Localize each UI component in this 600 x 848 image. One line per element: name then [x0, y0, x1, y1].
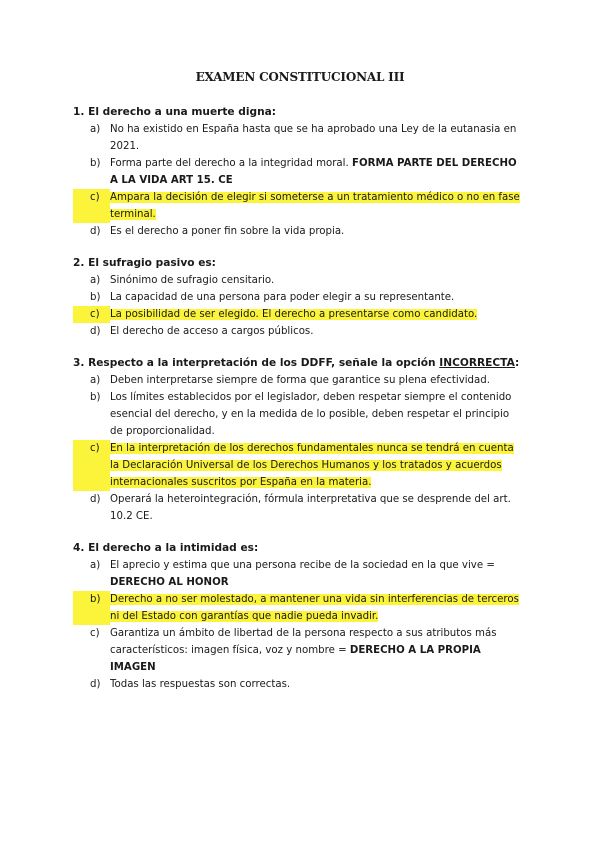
option-letter: a) — [90, 275, 101, 286]
option-b — [73, 389, 523, 440]
option-c — [73, 306, 523, 323]
option-d — [73, 323, 523, 340]
answer-note: FORMA PARTE DEL DERECHO A LA VIDA ART 15. CE — [110, 158, 517, 186]
option-letter: b) — [90, 158, 101, 169]
option-text: El derecho de acceso a cargos públicos. — [110, 326, 314, 337]
option-letter: c) — [73, 189, 110, 223]
option-c — [73, 625, 523, 676]
option-text-highlighted: Ampara la decisión de elegir si someterse a un tratamiento médico o no en fase terminal. — [110, 192, 520, 220]
option-letter: c) — [90, 628, 100, 639]
option-d — [73, 491, 523, 525]
option-letter: d) — [90, 679, 101, 690]
option-letter: a) — [90, 560, 101, 571]
answer-note: DERECHO AL HONOR — [110, 577, 229, 588]
option-letter: a) — [90, 375, 101, 386]
question-4 — [73, 540, 523, 693]
option-text: Garantiza un ámbito de libertad de la persona respecto a sus atributos más característicos: imagen física, voz y nombre = DERECHO A LA PROPIA IMAGEN — [110, 628, 497, 673]
option-text: Sinónimo de sufragio censitario. — [110, 275, 275, 286]
question-1 — [73, 104, 523, 240]
option-b — [73, 289, 523, 306]
option-a — [73, 557, 523, 591]
option-text: La capacidad de una persona para poder elegir a su representante. — [110, 292, 455, 303]
option-text: Deben interpretarse siempre de forma que garantice su plena efectividad. — [110, 375, 490, 386]
questions-list — [73, 104, 523, 708]
option-text: No ha existido en España hasta que se ha aprobado una Ley de la eutanasia en 2021. — [110, 124, 517, 152]
option-letter: a) — [90, 124, 101, 135]
question-2 — [73, 255, 523, 340]
answer-note: DERECHO A LA PROPIA IMAGEN — [110, 645, 481, 673]
option-letter: b) — [73, 591, 110, 625]
question-heading: 3. Respecto a la interpretación de los DDFF, señale la opción INCORRECTA: — [73, 357, 520, 369]
option-b — [73, 155, 523, 189]
option-text: Es el derecho a poner fin sobre la vida propia. — [110, 226, 345, 237]
option-text: Todas las respuestas son correctas. — [110, 679, 291, 690]
option-text: Forma parte del derecho a la integridad moral. FORMA PARTE DEL DERECHO A LA VIDA ART 15. CE — [110, 158, 517, 186]
question-heading: 4. El derecho a la intimidad es: — [73, 542, 259, 554]
option-letter: b) — [90, 392, 101, 403]
option-letter: d) — [90, 494, 101, 505]
heading-emphasis: INCORRECTA — [439, 357, 515, 369]
question-heading: 2. El sufragio pasivo es: — [73, 257, 216, 269]
question-3 — [73, 355, 523, 525]
option-text: Operará la heterointegración, fórmula interpretativa que se desprende del art. 10.2 CE. — [110, 494, 511, 522]
option-text-highlighted: La posibilidad de ser elegido. El derecho a presentarse como candidato. — [110, 309, 478, 320]
question-heading: 1. El derecho a una muerte digna: — [73, 106, 277, 118]
option-c — [73, 440, 523, 491]
option-a — [73, 372, 523, 389]
option-letter: d) — [90, 226, 101, 237]
page-title: EXAMEN CONSTITUCIONAL III — [195, 70, 405, 84]
option-text-highlighted: Derecho a no ser molestado, a mantener una vida sin interferencias de terceros ni del Estado con garantías que nadie pueda invadir. — [110, 594, 519, 622]
option-b — [73, 591, 523, 625]
option-text: Los límites establecidos por el legislador, deben respetar siempre el contenido esencial del derecho, y en la medida de lo posible, deben respetar el principio de proporcionalidad. — [110, 392, 512, 437]
option-d — [73, 676, 523, 693]
option-c — [73, 189, 523, 223]
option-letter: c) — [73, 306, 110, 323]
option-letter: b) — [90, 292, 101, 303]
option-letter: d) — [90, 326, 101, 337]
option-a — [73, 121, 523, 155]
option-letter: c) — [73, 440, 110, 491]
option-text: El aprecio y estima que una persona recibe de la sociedad en la que vive = DERECHO AL HONOR — [110, 560, 495, 588]
option-a — [73, 272, 523, 289]
option-d — [73, 223, 523, 240]
option-text-highlighted: En la interpretación de los derechos fundamentales nunca se tendrá en cuenta la Declaración Universal de los Derechos Humanos y los tratados y acuerdos internacionales suscritos por España en la materia. — [110, 443, 514, 488]
